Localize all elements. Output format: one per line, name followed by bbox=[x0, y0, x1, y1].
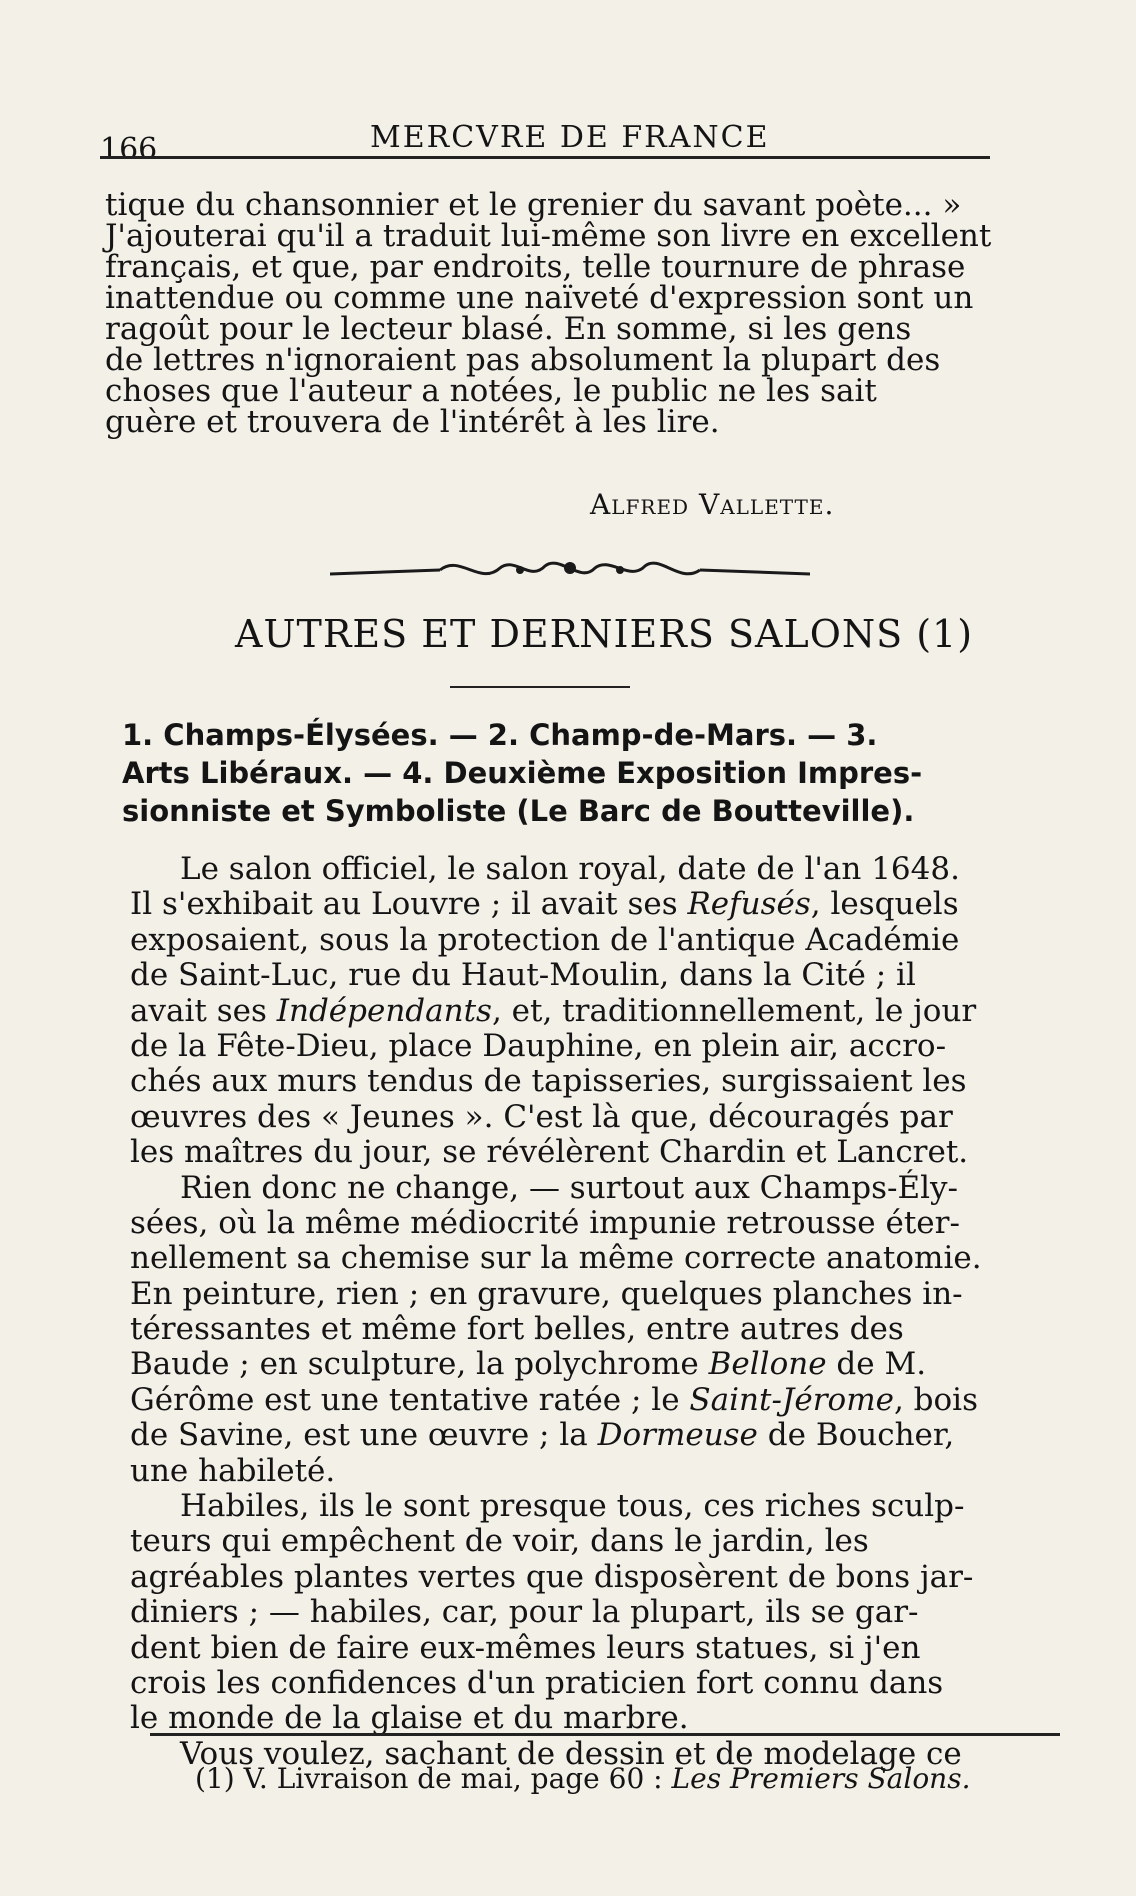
italic-title: Bellone bbox=[708, 1346, 827, 1383]
body-line bbox=[130, 852, 1060, 887]
text-run: œuvres des « Jeunes ». C'est là que, découragés par bbox=[130, 1098, 953, 1135]
text-run: une habileté. bbox=[130, 1452, 336, 1489]
page-number: 166 bbox=[100, 132, 158, 167]
body-line bbox=[130, 1064, 1060, 1099]
text-run: le monde de la glaise et du marbre. bbox=[130, 1700, 689, 1737]
body-line bbox=[130, 1312, 1060, 1347]
text-run: de la Fête-Dieu, place Dauphine, en plein air, accro- bbox=[130, 1027, 947, 1064]
ornament-divider bbox=[330, 550, 810, 590]
body-line bbox=[130, 1277, 1060, 1312]
title-rule bbox=[450, 686, 630, 688]
section-title: AUTRES ET DERNIERS SALONS (1) bbox=[235, 612, 974, 656]
journal-title: MERCVRE DE FRANCE bbox=[370, 120, 770, 155]
body-line bbox=[130, 1595, 1060, 1630]
body-line bbox=[130, 1454, 1060, 1489]
text-run: téressantes et même fort belles, entre autres des bbox=[130, 1311, 904, 1348]
footnote-title: Les Premiers Salons. bbox=[671, 1762, 971, 1795]
text-run: agréables plantes vertes que disposèrent de bons jar- bbox=[130, 1558, 974, 1595]
text-run: , et, traditionnellement, le jour bbox=[491, 992, 977, 1029]
body-line bbox=[130, 887, 1060, 922]
section-subheads bbox=[122, 716, 1042, 830]
text-run: Il s'exhibait au Louvre ; il avait ses bbox=[130, 886, 688, 923]
text-line: de lettres n'ignoraient pas absolument la plupart des bbox=[105, 342, 941, 378]
footnote-text: (1) V. Livraison de mai, page 60 : bbox=[195, 1762, 672, 1795]
text-run: diniers ; — habiles, car, pour la plupart, ils se gar- bbox=[130, 1594, 919, 1631]
italic-title: Indépendants bbox=[276, 992, 492, 1029]
text-run: Vous voulez, sachant de dessin et de modelage ce bbox=[180, 1735, 962, 1772]
body-line bbox=[130, 1701, 1060, 1736]
body-line bbox=[130, 1347, 1060, 1382]
text-run: avait ses bbox=[130, 992, 277, 1029]
body-line bbox=[130, 958, 1060, 993]
body-line bbox=[130, 1666, 1060, 1701]
text-run: de M. bbox=[826, 1346, 927, 1383]
body-line bbox=[130, 1100, 1060, 1135]
text-run: En peinture, rien ; en gravure, quelques planches in- bbox=[130, 1275, 963, 1312]
text-run: Le salon officiel, le salon royal, date de l'an 1648. bbox=[180, 851, 960, 887]
text-line: français, et que, par endroits, telle tournure de phrase bbox=[105, 249, 966, 285]
footnote bbox=[195, 1762, 970, 1795]
body-line bbox=[130, 994, 1060, 1029]
text-run: crois les confidences d'un praticien fort connu dans bbox=[130, 1664, 944, 1701]
text-run: de Boucher, bbox=[757, 1417, 955, 1454]
text-run: Rien donc ne change, — surtout aux Champs-Ély- bbox=[180, 1169, 958, 1206]
body-line bbox=[130, 1524, 1060, 1559]
body-line bbox=[130, 1135, 1060, 1170]
body-line bbox=[130, 1206, 1060, 1241]
body-line bbox=[130, 1171, 1060, 1206]
text-run: Habiles, ils le sont presque tous, ces riches sculp- bbox=[180, 1488, 965, 1525]
header-rule bbox=[100, 156, 990, 159]
body-line bbox=[130, 1631, 1060, 1666]
author-signature: Alfred Vallette. bbox=[590, 488, 835, 521]
italic-title: Saint-Jérome bbox=[689, 1381, 894, 1418]
body-line bbox=[130, 1241, 1060, 1276]
text-run: , lesquels bbox=[810, 886, 959, 923]
text-line: ragoût pour le lecteur blasé. En somme, si les gens bbox=[105, 311, 912, 347]
text-run: exposaient, sous la protection de l'antique Académie bbox=[130, 921, 960, 958]
body-line bbox=[130, 1029, 1060, 1064]
text-run: sées, où la même médiocrité impunie retrousse éter- bbox=[130, 1204, 960, 1241]
body-line bbox=[130, 1383, 1060, 1418]
body-line bbox=[130, 1418, 1060, 1453]
text-line: choses que l'auteur a notées, le public ne les sait bbox=[105, 373, 877, 409]
text-line: inattendue ou comme une naïveté d'expression sont un bbox=[105, 280, 974, 316]
article-body bbox=[130, 852, 1060, 1772]
text-run: les maîtres du jour, se révélèrent Chardin et Lancret. bbox=[130, 1134, 969, 1171]
running-head bbox=[100, 118, 990, 167]
text-run: , bois bbox=[893, 1381, 978, 1418]
text-run: Baude ; en sculpture, la polychrome bbox=[130, 1346, 709, 1383]
subhead-line: sionniste et Symboliste (Le Barc de Boutteville). bbox=[122, 794, 915, 828]
subhead-line: 1. Champs-Élysées. — 2. Champ-de-Mars. — 3. bbox=[122, 718, 878, 752]
text-run: dent bien de faire eux-mêmes leurs statues, si j'en bbox=[130, 1629, 921, 1666]
body-line bbox=[130, 1489, 1060, 1524]
text-run: Gérôme est une tentative ratée ; le bbox=[130, 1381, 690, 1418]
italic-title: Refusés bbox=[687, 886, 811, 923]
text-run: chés aux murs tendus de tapisseries, surgissaient les bbox=[130, 1063, 967, 1100]
review-end bbox=[105, 187, 1035, 440]
text-run: teurs qui empêchent de voir, dans le jardin, les bbox=[130, 1523, 869, 1560]
italic-title: Dormeuse bbox=[597, 1417, 758, 1454]
footnote-rule bbox=[150, 1733, 1060, 1736]
text-run: de Saint-Luc, rue du Haut-Moulin, dans la Cité ; il bbox=[130, 957, 916, 994]
text-line: guère et trouvera de l'intérêt à les lire. bbox=[105, 404, 720, 440]
body-line bbox=[130, 923, 1060, 958]
text-run: nellement sa chemise sur la même correcte anatomie. bbox=[130, 1240, 982, 1277]
text-line: tique du chansonnier et le grenier du savant poète... » bbox=[105, 187, 962, 223]
body-line bbox=[130, 1560, 1060, 1595]
subhead-line: Arts Libéraux. — 4. Deuxième Exposition Impres- bbox=[122, 756, 923, 790]
text-run: de Savine, est une œuvre ; la bbox=[130, 1417, 598, 1454]
text-line: J'ajouterai qu'il a traduit lui-même son livre en excellent bbox=[105, 218, 992, 254]
